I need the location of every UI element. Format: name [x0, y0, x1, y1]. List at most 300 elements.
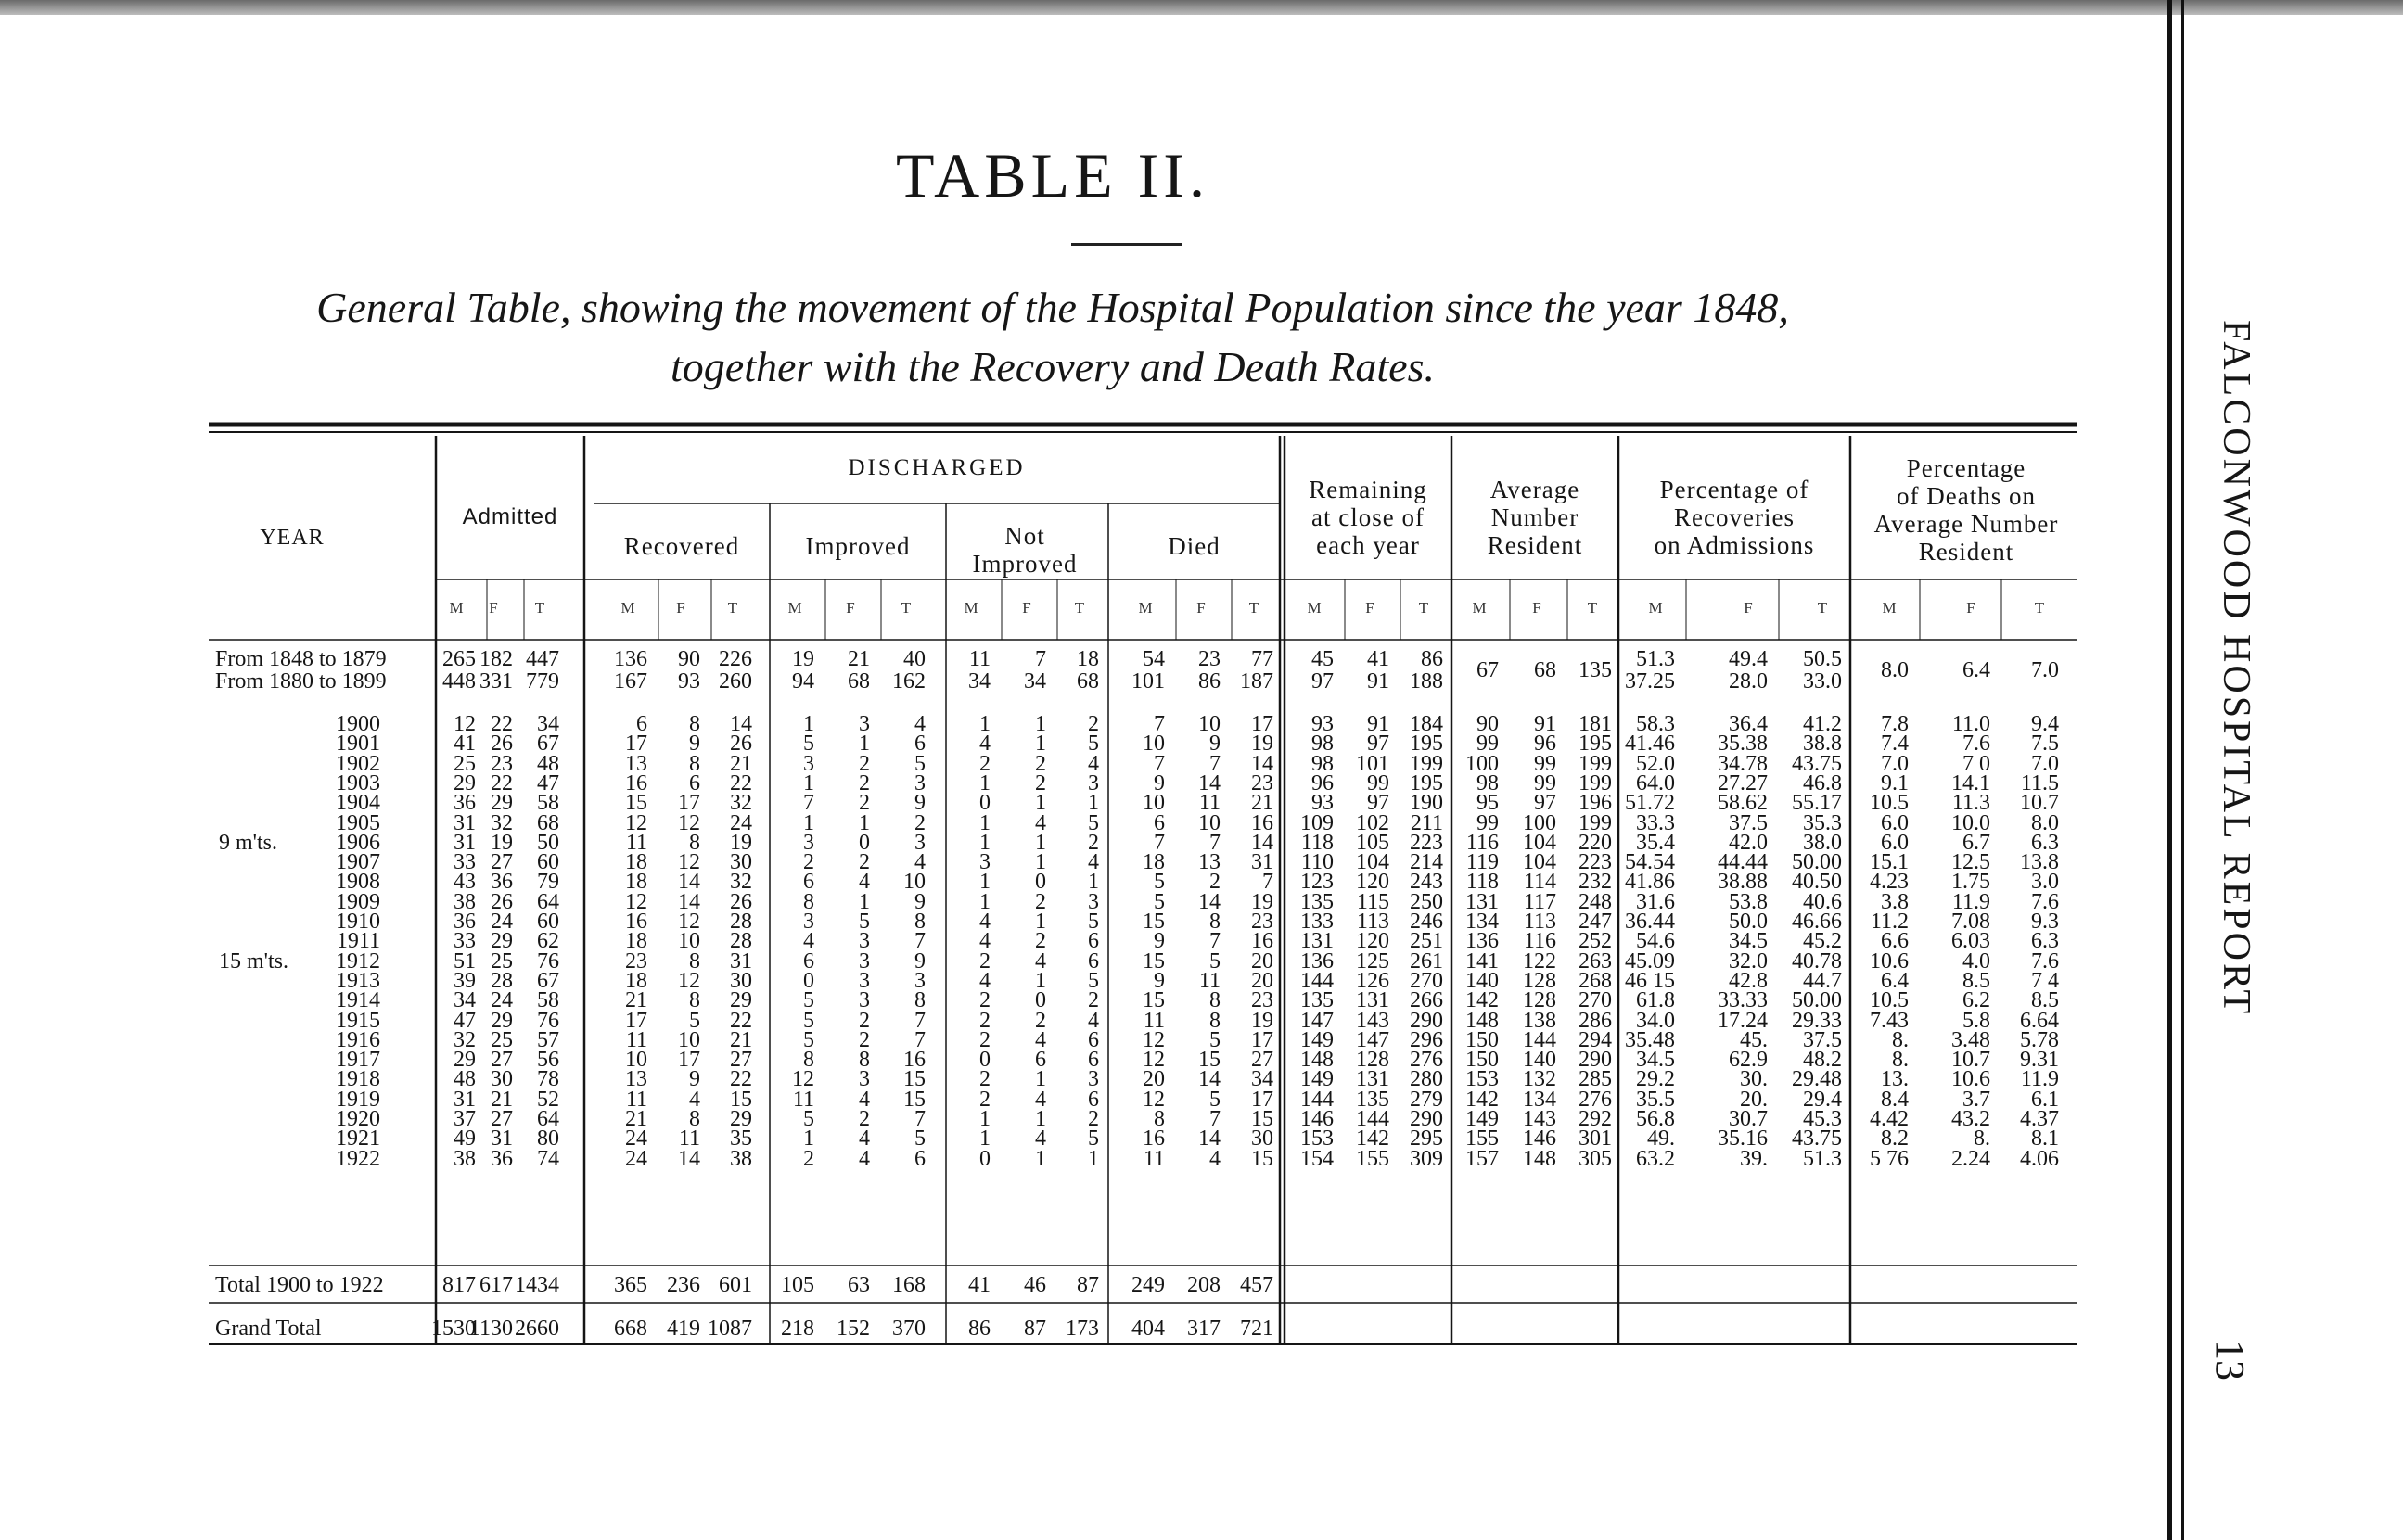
table-cell: 3	[914, 770, 926, 795]
table-cell: 285	[1579, 1067, 1612, 1092]
table-cell: 4.23	[1870, 870, 1909, 895]
table-cell: 2	[979, 1087, 991, 1112]
table-cell: 7	[1262, 870, 1273, 895]
table-cell: 120	[1356, 870, 1389, 895]
table-cell: 2	[859, 1027, 870, 1052]
table-cell: 98	[1311, 732, 1334, 757]
table-cell: 63.2	[1636, 1146, 1675, 1171]
table-cell: 2	[1035, 929, 1046, 954]
table-cell: 11.0	[1951, 712, 1990, 736]
table-cell: 93	[1311, 712, 1334, 736]
table-cell: 15	[903, 1067, 926, 1092]
table-cell: 20	[1251, 968, 1273, 993]
table-cell: 7	[1154, 830, 1165, 855]
table-cell: 45.09	[1625, 948, 1675, 974]
table-cell: 4.42	[1870, 1107, 1909, 1131]
table-cell: 10.7	[2020, 791, 2059, 816]
table-cell: 141	[1465, 948, 1499, 974]
table-cell: 15	[1143, 948, 1165, 974]
table-cell: 29.2	[1636, 1067, 1675, 1092]
header-pct-deaths-line-4: Resident	[1918, 538, 2014, 566]
table-cell: 617	[479, 1273, 513, 1297]
table-cell: 14	[678, 889, 700, 914]
table-cell: 8	[689, 712, 700, 736]
table-cell: 64	[537, 889, 559, 914]
table-cell: 290	[1579, 1048, 1612, 1073]
table-cell: 14	[1198, 889, 1221, 914]
table-cell: 187	[1240, 669, 1273, 694]
table-cell: 8	[914, 988, 926, 1013]
table-cell: 46.66	[1792, 910, 1842, 934]
table-cell: 131	[1356, 1067, 1389, 1092]
table-cell: 4	[1088, 1008, 1099, 1033]
table-cell: 29	[730, 988, 752, 1013]
table-cell: 2	[1035, 751, 1046, 776]
table-cell: 52	[537, 1087, 559, 1112]
table-cell: 143	[1523, 1107, 1556, 1131]
table-cell: 3.7	[1962, 1087, 1990, 1112]
table-cell: 6.7	[1962, 830, 1990, 855]
table-cell: 113	[1356, 910, 1389, 934]
table-cell: 36	[491, 1146, 513, 1171]
table-cell: 11	[1143, 1146, 1165, 1171]
table-cell: 37.25	[1625, 669, 1675, 694]
row-year: 1914	[336, 988, 380, 1013]
table-cell: 30	[730, 850, 752, 875]
table-cell: 62.9	[1729, 1048, 1768, 1073]
table-cell: 7	[1209, 929, 1221, 954]
table-cell: 6.1	[2031, 1087, 2059, 1112]
table-cell: 48.2	[1803, 1048, 1842, 1073]
table-cell: 11.2	[1870, 910, 1909, 934]
table-cell: 17	[678, 1048, 700, 1073]
table-cell: 12	[625, 889, 647, 914]
table-cell: 29	[491, 791, 513, 816]
table-cell: 20.	[1740, 1087, 1768, 1112]
table-cell: 5	[803, 1008, 814, 1033]
table-cell: 5	[1154, 889, 1165, 914]
table-cell: 100	[1465, 751, 1499, 776]
table-cell: 109	[1300, 810, 1334, 835]
table-cell: 86	[1421, 647, 1443, 671]
table-cell: 95	[1476, 791, 1499, 816]
table-cell: 13.	[1881, 1067, 1909, 1092]
subtitle-line-1: General Table, showing the movement of the Hospital Population since the year 1848,	[316, 284, 1789, 331]
table-cell: 6.4	[1962, 658, 1990, 682]
table-cell: 3	[803, 830, 814, 855]
table-cell: 102	[1356, 810, 1389, 835]
table-cell: 54	[1143, 647, 1165, 671]
table-cell: 5	[803, 732, 814, 757]
table-cell: 24	[491, 910, 513, 934]
table-cell: 199	[1579, 770, 1612, 795]
table-cell: 10.5	[1870, 988, 1909, 1013]
subheader-t: T	[1817, 599, 1828, 617]
table-cell: 5	[1209, 1027, 1221, 1052]
margin-rule	[2181, 0, 2184, 1540]
table-cell: 1	[979, 830, 991, 855]
table-cell: 33.33	[1718, 988, 1768, 1013]
table-cell: 2	[979, 948, 991, 974]
table-cell: 8.5	[2031, 988, 2059, 1013]
table-cell: 38	[454, 889, 476, 914]
subheader-f: F	[489, 599, 498, 617]
table-cell: 2	[859, 850, 870, 875]
subheader-t: T	[1418, 599, 1429, 617]
table-cell: 50.00	[1792, 988, 1842, 1013]
table-cell: 19	[1251, 1008, 1273, 1033]
table-cell: 1	[1035, 712, 1046, 736]
margin-rule	[2167, 0, 2172, 1540]
table-cell: 31	[454, 1087, 476, 1112]
table-cell: 181	[1579, 712, 1612, 736]
table-cell: 9	[914, 791, 926, 816]
table-cell: 51.3	[1636, 647, 1675, 671]
table-cell: 1	[979, 889, 991, 914]
table-cell: 1	[803, 810, 814, 835]
table-cell: 208	[1187, 1273, 1221, 1297]
table-cell: 4	[1035, 1027, 1046, 1052]
table-cell: 20	[1251, 948, 1273, 974]
table-cell: 152	[837, 1317, 870, 1341]
table-cell: 3	[914, 968, 926, 993]
table-cell: 5 76	[1870, 1146, 1909, 1171]
table-cell: 36	[454, 910, 476, 934]
table-cell: 4	[979, 968, 991, 993]
table-cell: 23	[491, 751, 513, 776]
table-cell: 1	[1035, 910, 1046, 934]
table-cell: 22	[730, 1008, 752, 1033]
table-cell: 136	[1465, 929, 1499, 954]
table-cell: 42.0	[1729, 830, 1768, 855]
table-cell: 19	[730, 830, 752, 855]
table-cell: 38	[454, 1146, 476, 1171]
table-cell: 31	[1251, 850, 1273, 875]
table-cell: 1	[979, 870, 991, 895]
table-cell: 126	[1356, 968, 1389, 993]
table-cell: 58	[537, 791, 559, 816]
row-year: 1910	[336, 910, 380, 934]
table-cell: 17	[1251, 1087, 1273, 1112]
table-cell: 23	[625, 948, 647, 974]
table-cell: 199	[1579, 751, 1612, 776]
table-cell: 14	[1198, 770, 1221, 795]
table-cell: 11.3	[1951, 791, 1990, 816]
table-cell: 12	[454, 712, 476, 736]
table-cell: 19	[1251, 889, 1273, 914]
table-cell: 6	[689, 770, 700, 795]
table-cell: 67	[537, 968, 559, 993]
table-cell: 1	[859, 810, 870, 835]
header-not-improved-line-1: Not	[1004, 522, 1045, 550]
table-cell: 1	[1035, 968, 1046, 993]
table-cell: 5	[859, 910, 870, 934]
table-cell: 140	[1523, 1048, 1556, 1073]
table-cell: 30.7	[1729, 1107, 1768, 1131]
table-cell: 1	[1088, 791, 1099, 816]
table-cell: 99	[1476, 810, 1499, 835]
table-cell: 2	[1209, 870, 1221, 895]
table-cell: 16	[625, 770, 647, 795]
table-cell: 32	[730, 791, 752, 816]
table-cell: 128	[1356, 1048, 1389, 1073]
table-cell: 6	[914, 1146, 926, 1171]
table-cell: 16	[1143, 1126, 1165, 1152]
table-cell: 5	[803, 1107, 814, 1131]
table-cell: 43.2	[1951, 1107, 1990, 1131]
table-cell: 67	[537, 732, 559, 757]
table-cell: 1	[803, 770, 814, 795]
table-cell: 23	[1251, 988, 1273, 1013]
table-cell: 29	[454, 770, 476, 795]
table-cell: 4	[1035, 1087, 1046, 1112]
table-cell: 12	[678, 968, 700, 993]
table-cell: 27	[491, 1107, 513, 1131]
table-cell: 8.2	[1881, 1126, 1909, 1152]
table-cell: 98	[1311, 751, 1334, 776]
table-cell: 17	[678, 791, 700, 816]
table-cell: 123	[1300, 870, 1334, 895]
table-cell: 97	[1367, 732, 1389, 757]
table-cell: 31	[454, 810, 476, 835]
table-cell: 214	[1410, 850, 1443, 875]
table-cell: 2	[979, 1008, 991, 1033]
subheader-f: F	[1365, 599, 1374, 617]
table-cell: 5	[914, 751, 926, 776]
table-cell: 22	[730, 770, 752, 795]
table-cell: 8.0	[1881, 658, 1909, 682]
table-cell: 34	[968, 669, 991, 694]
table-cell: 9	[914, 948, 926, 974]
page-title: TABLE II.	[896, 140, 1209, 210]
table-cell: 1	[1035, 830, 1046, 855]
table-cell: 68	[537, 810, 559, 835]
table-cell: 6.3	[2031, 830, 2059, 855]
table-cell: 6.6	[1881, 929, 1909, 954]
table-cell: 2	[1088, 830, 1099, 855]
table-cell: 135	[1300, 889, 1334, 914]
table-cell: 211	[1410, 810, 1443, 835]
table-cell: 37.5	[1729, 810, 1768, 835]
table-cell: 10	[678, 929, 700, 954]
table-cell: 99	[1534, 770, 1556, 795]
table-cell: 29	[491, 1008, 513, 1033]
table-cell: 40.50	[1792, 870, 1842, 895]
table-cell: 35.3	[1803, 810, 1842, 835]
table-cell: 54.54	[1625, 850, 1675, 875]
row-year: 1903	[336, 770, 380, 795]
table-cell: 6	[1035, 1048, 1046, 1073]
row-year: 1919	[336, 1087, 380, 1112]
table-cell: 10	[678, 1027, 700, 1052]
table-cell: 128	[1523, 988, 1556, 1013]
table-cell: 261	[1410, 948, 1443, 974]
header-pct-recoveries-line-1: Percentage of	[1659, 476, 1809, 503]
table-cell: 8	[689, 948, 700, 974]
table-cell: 2	[1035, 770, 1046, 795]
table-cell: 49	[454, 1126, 476, 1152]
table-cell: 7.6	[2031, 948, 2059, 974]
table-cell: 155	[1465, 1126, 1499, 1152]
table-cell: 218	[781, 1317, 814, 1341]
table-cell: 52.0	[1636, 751, 1675, 776]
table-cell: 7	[914, 1107, 926, 1131]
table-cell: 0	[859, 830, 870, 855]
total-row-label: Grand Total	[215, 1317, 322, 1341]
table-cell: 68	[848, 669, 870, 694]
table-cell: 5	[803, 988, 814, 1013]
table-cell: 22	[730, 1067, 752, 1092]
table-cell: 5	[1088, 910, 1099, 934]
table-cell: 3	[859, 929, 870, 954]
table-cell: 11	[625, 1027, 647, 1052]
subheader-m: M	[1138, 599, 1153, 617]
table-cell: 96	[1311, 770, 1334, 795]
table-cell: 25	[491, 948, 513, 974]
row-year: 1915	[336, 1008, 380, 1033]
table-cell: 4.0	[1962, 948, 1990, 974]
table-cell: 87	[1024, 1317, 1046, 1341]
table-cell: 270	[1410, 968, 1443, 993]
table-cell: 5	[1209, 1087, 1221, 1112]
table-cell: 133	[1300, 910, 1334, 934]
table-cell: 35.5	[1636, 1087, 1675, 1112]
table-cell: 2	[859, 751, 870, 776]
table-cell: 144	[1300, 968, 1334, 993]
table-cell: 8	[689, 751, 700, 776]
table-cell: 96	[1534, 732, 1556, 757]
table-cell: 21	[625, 988, 647, 1013]
table-cell: 8	[1154, 1107, 1165, 1131]
table-cell: 4	[1035, 1126, 1046, 1152]
table-cell: 46	[1024, 1273, 1046, 1297]
table-cell: 131	[1356, 988, 1389, 1013]
table-cell: 150	[1465, 1048, 1499, 1073]
table-cell: 4	[914, 712, 926, 736]
header-average-line-1: Average	[1489, 476, 1580, 503]
subheader-t: T	[1248, 599, 1259, 617]
table-cell: 167	[614, 669, 647, 694]
table-cell: 24	[625, 1126, 647, 1152]
table-cell: 56	[537, 1048, 559, 1073]
table-cell: 268	[1579, 968, 1612, 993]
table-cell: 188	[1410, 669, 1443, 694]
table-cell: 39.	[1740, 1146, 1768, 1171]
table-cell: 116	[1465, 830, 1499, 855]
table-cell: 104	[1356, 850, 1389, 875]
row-year: 1907	[336, 850, 380, 875]
table-cell: 157	[1465, 1146, 1499, 1171]
table-cell: 5	[1209, 948, 1221, 974]
table-cell: 2	[979, 1067, 991, 1092]
table-cell: 10	[1143, 732, 1165, 757]
table-cell: 14	[1198, 1067, 1221, 1092]
table-cell: 18	[625, 968, 647, 993]
table-cell: 24	[625, 1146, 647, 1171]
table-cell: 7.5	[2031, 732, 2059, 757]
table-cell: 1	[979, 1126, 991, 1152]
table-cell: 14	[678, 870, 700, 895]
table-cell: 236	[667, 1273, 700, 1297]
table-cell: 116	[1523, 929, 1556, 954]
table-cell: 8	[1209, 910, 1221, 934]
table-cell: 6	[803, 948, 814, 974]
table-cell: 63	[848, 1273, 870, 1297]
table-cell: 25	[491, 1027, 513, 1052]
table-cell: 115	[1356, 889, 1389, 914]
table-cell: 10	[1198, 712, 1221, 736]
header-discharged: DISCHARGED	[848, 455, 1026, 480]
subheader-f: F	[1744, 599, 1753, 617]
table-cell: 365	[614, 1273, 647, 1297]
subheader-m: M	[1472, 599, 1487, 617]
table-cell: 2	[1088, 712, 1099, 736]
table-cell: 38.8	[1803, 732, 1842, 757]
header-recovered: Recovered	[623, 532, 740, 560]
table-cell: 50.00	[1792, 850, 1842, 875]
row-note: 15 m'ts.	[219, 948, 288, 974]
table-cell: 301	[1579, 1126, 1612, 1152]
table-cell: 131	[1465, 889, 1499, 914]
table-cell: 2	[1035, 1008, 1046, 1033]
table-cell: 99	[1534, 751, 1556, 776]
table-cell: 16	[903, 1048, 926, 1073]
table-cell: 8	[1209, 988, 1221, 1013]
table-cell: 2	[1035, 889, 1046, 914]
table-cell: 97	[1367, 791, 1389, 816]
table-cell: 33.0	[1803, 669, 1842, 694]
table-cell: 153	[1465, 1067, 1499, 1092]
header-pct-deaths-line-1: Percentage	[1906, 454, 2026, 482]
table-cell: 290	[1410, 1008, 1443, 1033]
table-cell: 41	[968, 1273, 991, 1297]
table-cell: 118	[1465, 870, 1499, 895]
table-cell: 173	[1066, 1317, 1099, 1341]
table-cell: 10	[1198, 810, 1221, 835]
table-cell: 4	[979, 929, 991, 954]
table-cell: 94	[792, 669, 814, 694]
table-cell: 41	[1367, 647, 1389, 671]
table-cell: 132	[1523, 1067, 1556, 1092]
table-cell: 27.27	[1718, 770, 1768, 795]
table-cell: 45.2	[1803, 929, 1842, 954]
table-cell: 144	[1523, 1027, 1556, 1052]
table-cell: 721	[1240, 1317, 1273, 1341]
table-cell: 4	[859, 1087, 870, 1112]
row-note: 9 m'ts.	[219, 830, 277, 855]
table-cell: 4	[979, 910, 991, 934]
table-cell: 32.0	[1729, 948, 1768, 974]
header-pct-deaths-line-3: Average Number	[1873, 510, 2059, 538]
table-cell: 7 0	[1962, 751, 1990, 776]
table-cell: 1	[1088, 1146, 1099, 1171]
table-cell: 2	[859, 1107, 870, 1131]
table-cell: 68	[1077, 669, 1099, 694]
table-cell: 8.	[1892, 1048, 1909, 1073]
header-remaining-line-1: Remaining	[1309, 476, 1427, 503]
table-cell: 38	[730, 1146, 752, 1171]
subheader-t: T	[1587, 599, 1598, 617]
table-cell: 51.3	[1803, 1146, 1842, 1171]
table-cell: 817	[442, 1273, 476, 1297]
table-cell: 29.48	[1792, 1067, 1842, 1092]
table-cell: 3	[979, 850, 991, 875]
table-cell: 0	[979, 791, 991, 816]
table-cell: 247	[1579, 910, 1612, 934]
table-cell: 105	[1356, 830, 1389, 855]
row-year: 1921	[336, 1126, 380, 1152]
table-cell: 36	[454, 791, 476, 816]
